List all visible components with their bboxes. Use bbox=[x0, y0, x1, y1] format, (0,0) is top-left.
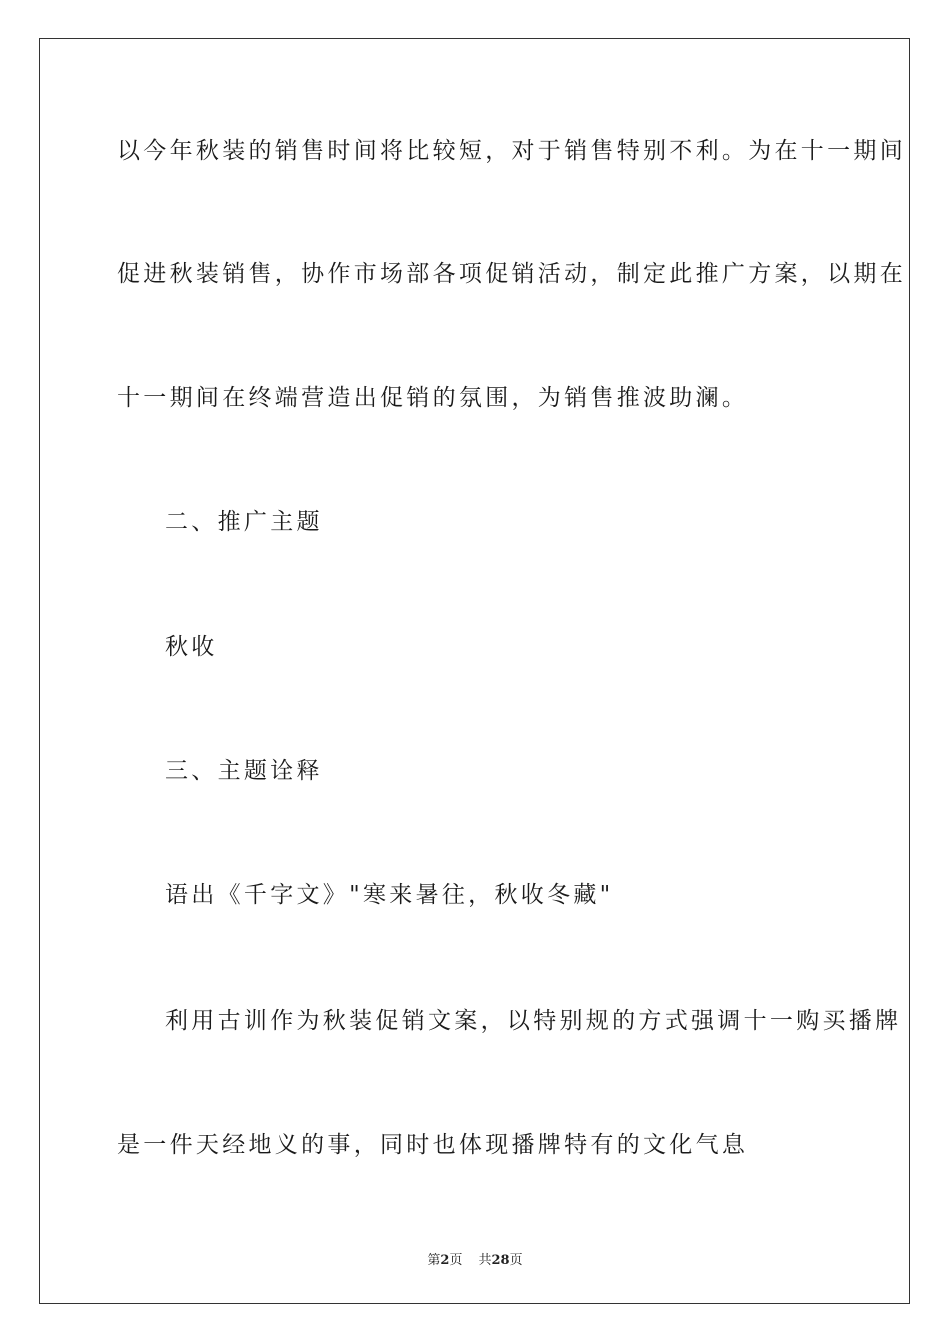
page-border bbox=[39, 38, 910, 1304]
footer-total-number: 28 bbox=[491, 1253, 510, 1268]
footer-page-number: 2 bbox=[440, 1253, 450, 1268]
footer-page-prefix: 第 bbox=[427, 1253, 441, 1268]
theme-text: 秋收 bbox=[165, 634, 218, 660]
section-heading-promotion-theme: 二、推广主题 bbox=[165, 509, 323, 535]
body-text-line-2: 促进秋装销售，协作市场部各项促销活动，制定此推广方案，以期在 bbox=[117, 261, 906, 287]
body-text-line-1: 以今年秋装的销售时间将比较短，对于销售特别不利。为在十一期间 bbox=[117, 138, 906, 164]
body-text-line-3: 十一期间在终端营造出促销的氛围，为销售推波助澜。 bbox=[117, 385, 749, 411]
footer-total-prefix: 共 bbox=[478, 1253, 492, 1268]
footer-page-suffix: 页 bbox=[449, 1253, 463, 1268]
body-text-quote: 语出《千字文》"寒来暑往，秋收冬藏" bbox=[165, 882, 614, 908]
footer-total-suffix: 页 bbox=[509, 1253, 523, 1268]
section-heading-theme-interpretation: 三、主题诠释 bbox=[165, 758, 323, 784]
body-text-line-9: 是一件天经地义的事，同时也体现播牌特有的文化气息 bbox=[117, 1132, 749, 1158]
page-footer bbox=[0, 1249, 950, 1268]
body-text-line-8: 利用古训作为秋装促销文案，以特别规的方式强调十一购买播牌 bbox=[165, 1008, 902, 1034]
